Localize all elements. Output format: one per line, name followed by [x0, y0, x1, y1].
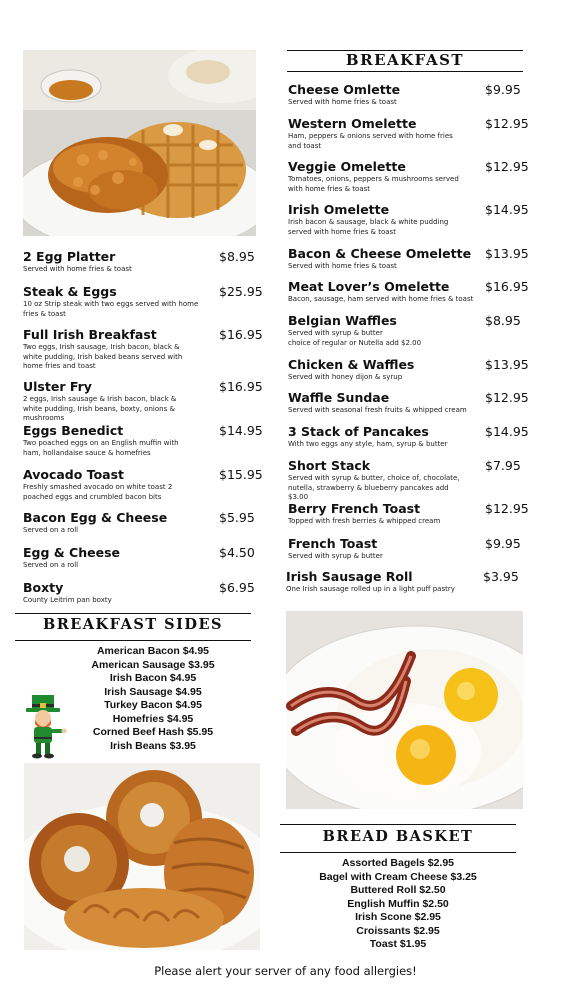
item-price: $16.95 — [485, 279, 529, 294]
bread-item: English Muffin $2.50 — [347, 897, 449, 910]
item-description: Served with seasonal fresh fruits & whipped cream — [288, 406, 467, 414]
bread-item: Assorted Bagels $2.95 — [341, 857, 455, 869]
menu-item — [23, 545, 263, 571]
item-name: Western Omelette — [288, 116, 417, 131]
menu-item — [288, 357, 528, 383]
item-description: Served on a roll — [23, 561, 79, 569]
item-name: Steak & Eggs — [23, 284, 117, 299]
item-price: $8.95 — [485, 313, 521, 328]
item-description: Served with syrup & butter, choice of, chocolate, nutella, strawberry & blueberry pancakes add $3.00 — [288, 474, 460, 501]
side-item: Homefries $4.95 — [112, 712, 194, 725]
item-price: $12.95 — [485, 159, 529, 174]
item-description: Tomatoes, onions, peppers & mushrooms served with home fries & toast — [288, 175, 459, 193]
sides-rule-bottom — [15, 640, 251, 641]
side-item: Irish Bacon $4.95 — [109, 672, 197, 684]
item-description: Topped with fresh berries & whipped cream — [288, 517, 441, 525]
item-name: Eggs Benedict — [23, 423, 124, 438]
item-description: Served with syrup & butter — [288, 552, 383, 560]
item-name: Belgian Waffles — [288, 313, 397, 328]
menu-item — [288, 424, 528, 450]
bread-item: Croissants $2.95 — [356, 924, 440, 937]
item-description: Served with home fries & toast — [23, 265, 132, 273]
side-item: Turkey Bacon $4.95 — [104, 699, 202, 711]
menu-item — [288, 501, 528, 527]
sides-list — [58, 645, 248, 753]
item-price: $12.95 — [485, 390, 529, 405]
item-name: Cheese Omlette — [288, 82, 401, 97]
item-name: 2 Egg Platter — [23, 249, 116, 264]
item-price: $4.50 — [219, 545, 255, 560]
bread-item: Irish Scone $2.95 — [355, 911, 441, 923]
item-price: $15.95 — [219, 467, 263, 482]
menu-item — [23, 423, 263, 458]
item-description: Irish bacon & sausage, black & white pudding served with home fries & toast — [288, 218, 449, 236]
item-description: Served with home fries & toast — [288, 262, 397, 270]
bread-heading: BREAD BASKET — [322, 828, 474, 845]
menu-item — [288, 458, 528, 503]
bread-item: Bagel with Cream Cheese $3.25 — [319, 870, 477, 883]
item-price: $5.95 — [219, 510, 255, 525]
item-description: Bacon, sausage, ham served with home fries & toast — [288, 295, 474, 303]
menu-item — [23, 284, 263, 319]
sides-heading: BREAKFAST SIDES — [42, 616, 224, 633]
menu-item — [286, 569, 526, 595]
item-price: $3.95 — [483, 569, 519, 584]
item-name: French Toast — [288, 536, 378, 551]
item-name: Bacon Egg & Cheese — [23, 510, 168, 525]
item-price: $12.95 — [485, 116, 529, 131]
item-price: $13.95 — [485, 246, 529, 261]
item-description: Served with honey dijon & syrup — [288, 373, 403, 381]
item-name: Veggie Omelette — [288, 159, 406, 174]
menu-item — [288, 116, 528, 151]
item-name: Avocado Toast — [23, 467, 125, 482]
item-price: $9.95 — [485, 536, 521, 551]
menu-item — [288, 246, 528, 272]
item-description: Two poached eggs on an English muffin with ham, hollandaise sauce & homefries — [23, 439, 179, 457]
item-price: $16.95 — [219, 379, 263, 394]
bread-item: Toast $1.95 — [369, 938, 427, 950]
item-name: Irish Sausage Roll — [286, 569, 413, 584]
menu-item — [23, 327, 263, 372]
item-description: County Leitrim pan boxty — [23, 596, 112, 604]
menu-item — [288, 159, 528, 194]
menu-item — [288, 390, 528, 416]
item-description: One Irish sausage rolled up in a light puff pastry — [286, 585, 455, 593]
item-price: $25.95 — [219, 284, 263, 299]
item-name: Bacon & Cheese Omelette — [288, 246, 472, 261]
sides-rule-top — [15, 613, 251, 614]
item-description: With two eggs any style, ham, syrup & butter — [288, 440, 448, 448]
chicken-waffles-photo — [23, 50, 256, 236]
item-description: Served with syrup & butter choice of regular or Nutella add $2.00 — [288, 329, 422, 347]
item-name: Short Stack — [288, 458, 371, 473]
allergy-notice: Please alert your server of any food allergies! — [154, 964, 417, 978]
side-item: Corned Beef Hash $5.95 — [92, 726, 214, 738]
breakfast-heading: BREAKFAST — [345, 51, 465, 69]
bagels-croissants-photo — [24, 763, 260, 950]
bread-item: Buttered Roll $2.50 — [350, 884, 446, 896]
item-name: Boxty — [23, 580, 64, 595]
item-name: Chicken & Waffles — [288, 357, 415, 372]
item-price: $12.95 — [485, 501, 529, 516]
item-description: Freshly smashed avocado on white toast 2 poached eggs and crumbled bacon bits — [23, 483, 173, 501]
item-price: $8.95 — [219, 249, 255, 264]
item-description: 2 eggs, Irish sausage & Irish bacon, black & white pudding, Irish beans, boxty, onions & mushrooms — [23, 395, 177, 422]
item-price: $14.95 — [219, 423, 263, 438]
item-price: $9.95 — [485, 82, 521, 97]
menu-item — [288, 279, 528, 305]
item-description: 10 oz Strip steak with two eggs served with home fries & toast — [23, 300, 199, 318]
bread-rule-bottom — [280, 852, 516, 853]
item-name: Berry French Toast — [288, 501, 421, 516]
menu-item — [23, 467, 263, 502]
menu-item — [23, 379, 263, 424]
bread-list — [280, 857, 516, 952]
menu-item — [23, 510, 263, 536]
item-name: 3 Stack of Pancakes — [288, 424, 429, 439]
item-price: $7.95 — [485, 458, 521, 473]
side-item: American Sausage $3.95 — [91, 658, 215, 671]
item-description: Served with home fries & toast — [288, 98, 397, 106]
menu-item — [23, 580, 263, 606]
item-price: $6.95 — [219, 580, 255, 595]
leprechaun-icon — [22, 693, 68, 761]
item-name: Irish Omelette — [288, 202, 390, 217]
menu-item — [288, 82, 528, 108]
menu-item — [288, 536, 528, 562]
item-price: $14.95 — [485, 202, 529, 217]
item-name: Meat Lover’s Omelette — [288, 279, 450, 294]
side-item: Irish Beans $3.95 — [110, 739, 196, 752]
bread-rule-top — [280, 824, 516, 825]
item-name: Full Irish Breakfast — [23, 327, 157, 342]
item-description: Ham, peppers & onions served with home fries and toast — [288, 132, 453, 150]
side-item: American Bacon $4.95 — [96, 645, 210, 657]
menu-item — [23, 249, 263, 275]
item-description: Served on a roll — [23, 526, 79, 534]
breakfast-rule-bottom — [287, 71, 523, 72]
item-price: $13.95 — [485, 357, 529, 372]
menu-item — [288, 202, 528, 237]
item-name: Waffle Sundae — [288, 390, 390, 405]
item-price: $14.95 — [485, 424, 529, 439]
menu-item — [288, 313, 528, 348]
item-description: Two eggs, Irish sausage, Irish bacon, black & white pudding, Irish baked beans served with home fries and toast — [23, 343, 183, 370]
side-item: Irish Sausage $4.95 — [104, 685, 202, 698]
item-price: $16.95 — [219, 327, 263, 342]
bacon-eggs-photo — [286, 611, 523, 809]
item-name: Egg & Cheese — [23, 545, 120, 560]
item-name: Ulster Fry — [23, 379, 92, 394]
